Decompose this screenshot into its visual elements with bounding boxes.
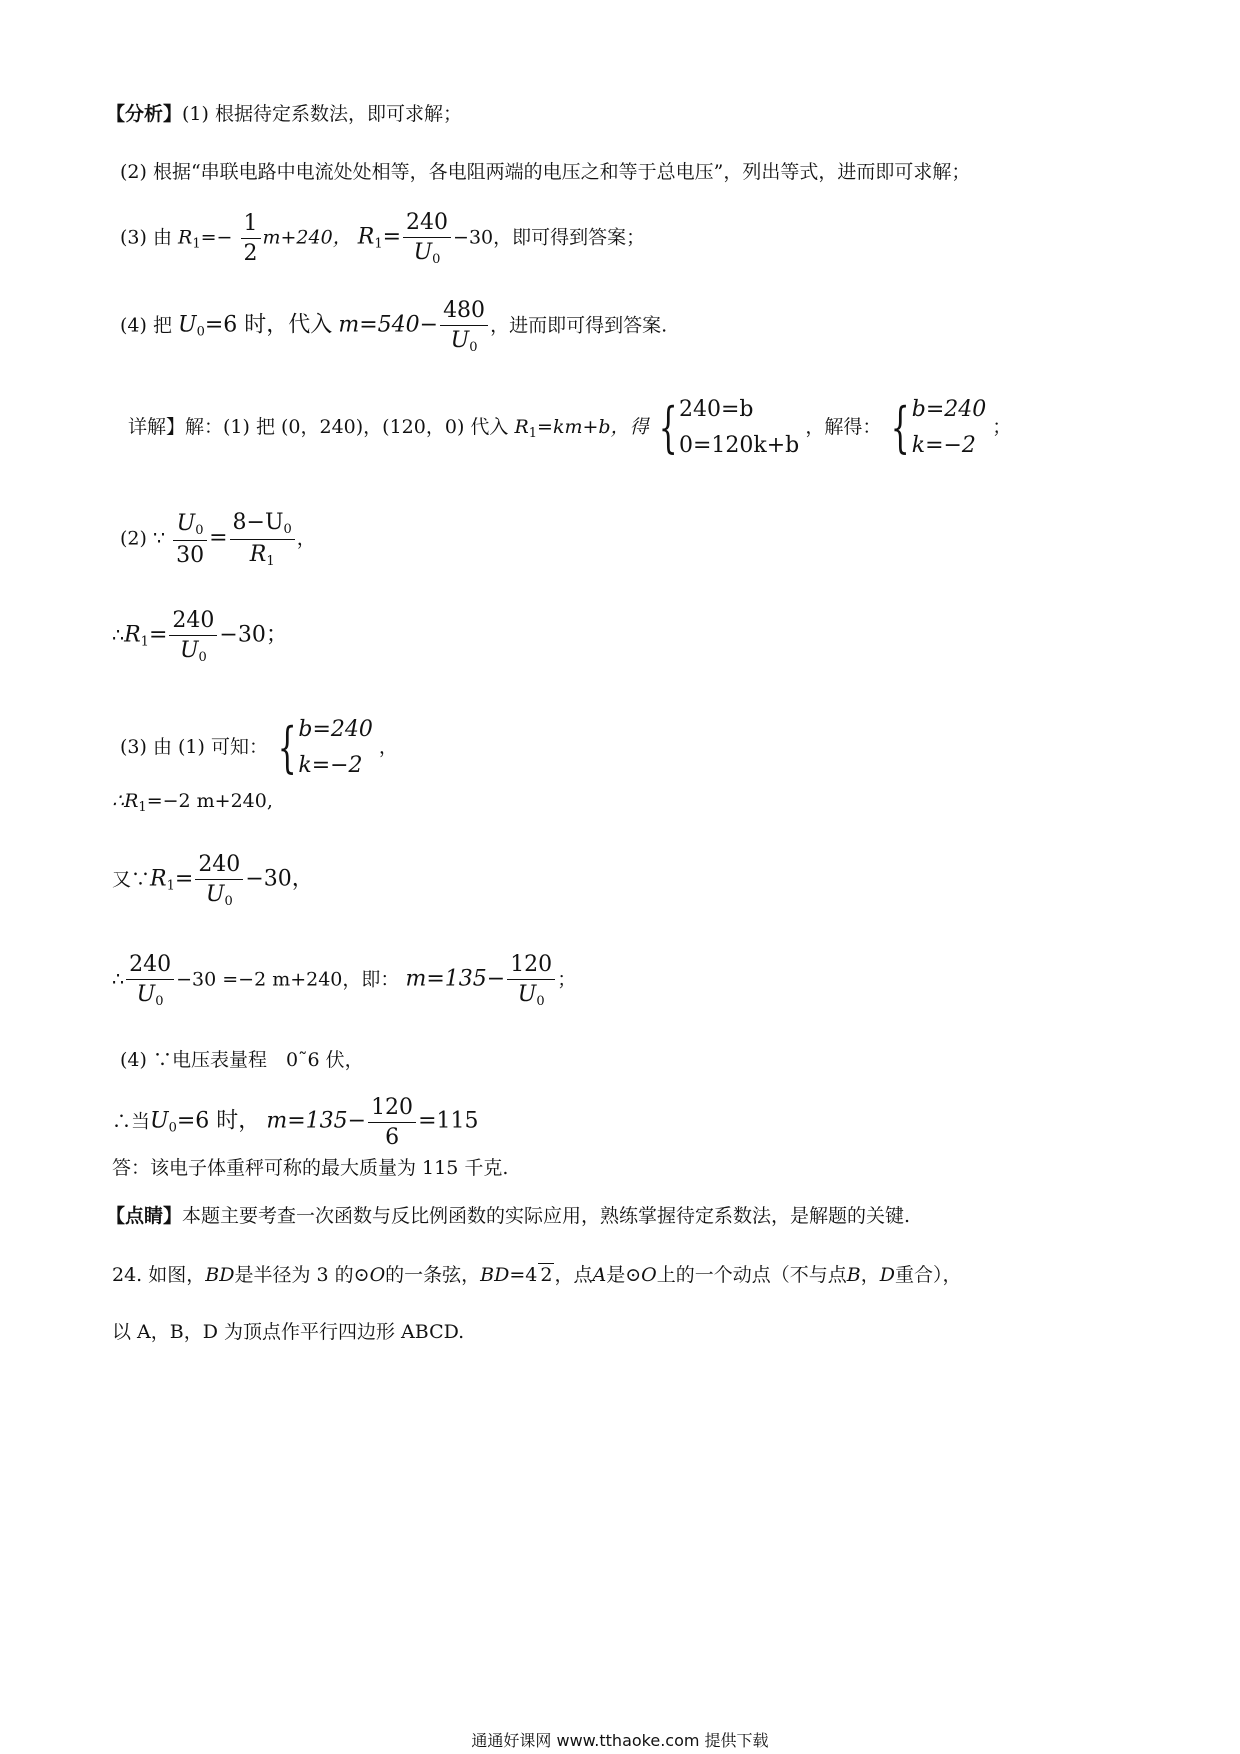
solution-line-3: $\therefore R_1=$ $\frac{240}{U_0}$ −30； [112, 608, 288, 665]
solution-line-2: (2) ∵ $\frac{U_0}{30}$ = $\frac{8-U_0}{R_1}$ ， [120, 510, 316, 569]
analysis-line-2: (2) 根据“串联电路中电流处处相等，各电阻两端的电压之和等于总电压”，列出等式，进而即可求解； [120, 161, 971, 183]
problem-24-line-2: 以 A，B，D 为顶点作平行四边形 ABCD. [112, 1321, 465, 1343]
problem-24-line-1: 24. 如图，BD是半径为 3 的⊙O的一条弦，BD=4 2 ，点A是⊙O上的一个动点（不与点B，D重合）， [112, 1264, 962, 1286]
solution-line-7: ∴ $\frac{240}{U_0}$ −30 =−2 m+240，即： m=135− $\frac{120}{U_0}$ ； [112, 952, 577, 1009]
answer-line: 答：该电子体重秤可称的最大质量为 115 千克. [112, 1157, 509, 1179]
solution-line-8: (4) ∵电压表量程 0˜6 伏， [120, 1049, 364, 1071]
solution-line-4: (3) 由 (1) 可知： { b=240 k=−2 ， [120, 716, 398, 779]
solution-line-1: 详解】解：(1) 把 (0，240)，(120，0) 代入 $R_1=km+b$，得 { 240=b 0=120k+b ，解得： { b=240 k=−2 ； [128, 396, 1012, 459]
solution-line-9: ∴当$U_0=6$ 时， m=135− $\frac{120}{6}$ =115 [112, 1095, 479, 1150]
analysis-line-3: (3) 由 $R_1=-$ $\frac{1}{2}$ m+240， $R_1=$ $\frac{240}{U_0}$ −30，即可得到答案； [120, 210, 646, 267]
solution-line-5: $\therefore R_1=-2$ m+240, [112, 790, 273, 815]
page-footer: 通通好课网 www.tthaoke.com 提供下载 [471, 1731, 769, 1750]
solution-line-6: 又$\because R_1=$ $\frac{240}{U_0}$ −30， [112, 852, 314, 909]
comment-line: 【点睛】本题主要考查一次函数与反比例函数的实际应用，熟练掌握待定系数法，是解题的关键. [106, 1205, 911, 1227]
analysis-line-4: (4) 把 $U_0=6$ 时，代入 m=540− $\frac{480}{U_0}$ ，进而即可得到答案. [120, 298, 668, 355]
analysis-line-1: 【分析】(1) 根据待定系数法，即可求解； [106, 103, 462, 125]
